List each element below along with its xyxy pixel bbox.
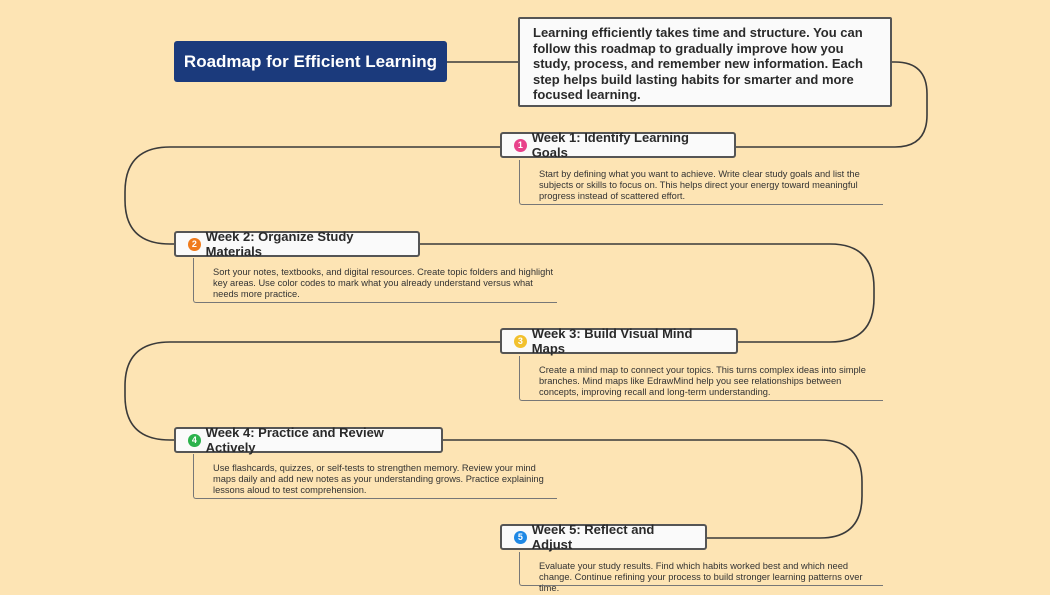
roadmap-title[interactable]: Roadmap for Efficient Learning xyxy=(174,41,447,82)
week-1-description: Start by defining what you want to achieve. Write clear study goals and list the subjects or skills to focus on. This helps direct your energy toward meaningful progress instead of scattered effort. xyxy=(519,160,883,205)
week-2-description: Sort your notes, textbooks, and digital resources. Create topic folders and highlight key areas. Use color codes to mark what you already understand versus what needs more practice. xyxy=(193,258,557,303)
week-4-description: Use flashcards, quizzes, or self-tests to strengthen memory. Review your mind maps daily and add new notes as your understanding grows. Practice explaining lessons aloud to test comprehension. xyxy=(193,454,557,499)
week-4-label: Week 4: Practice and Review Actively xyxy=(205,425,384,455)
intro-text[interactable]: Learning efficiently takes time and structure. You can follow this roadmap to gradually improve how you study, process, and remember new information. Each step helps build lasting habits for smarter and more focused learning. xyxy=(518,17,892,107)
week-2-label: Week 2: Organize Study Materials xyxy=(205,229,354,259)
week-3-description: Create a mind map to connect your topics. This turns complex ideas into simple branches. Mind maps like EdrawMind help you see relationships between concepts, improving recall and long-term understanding. xyxy=(519,356,883,401)
week-1-node[interactable] xyxy=(500,132,736,158)
week-4-node[interactable] xyxy=(174,427,443,453)
number-badge-icon: 1 xyxy=(514,139,527,152)
week-2-node[interactable] xyxy=(174,231,420,257)
week-5-description: Evaluate your study results. Find which habits worked best and which need change. Continue refining your process to build stronger learning patterns over time. xyxy=(519,552,883,586)
week-3-node[interactable] xyxy=(500,328,738,354)
number-badge-icon: 2 xyxy=(188,238,201,251)
week-5-node[interactable] xyxy=(500,524,707,550)
number-badge-icon: 5 xyxy=(514,531,527,544)
number-badge-icon: 4 xyxy=(188,434,201,447)
week-5-label: Week 5: Reflect and Adjust xyxy=(531,522,655,552)
week-1-label: Week 1: Identify Learning Goals xyxy=(531,130,689,160)
number-badge-icon: 3 xyxy=(514,335,527,348)
week-3-label: Week 3: Build Visual Mind Maps xyxy=(531,326,693,356)
